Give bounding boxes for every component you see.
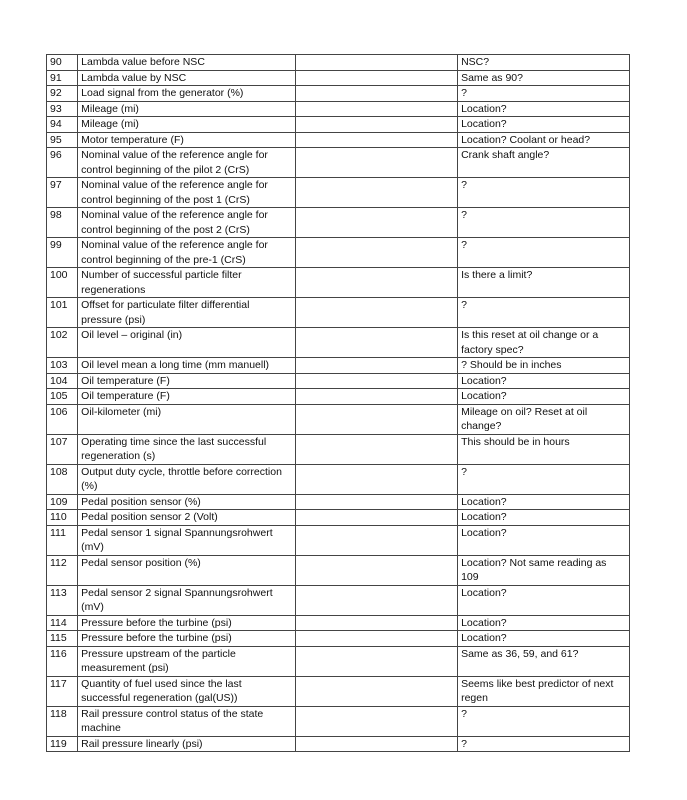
table-row [47,464,630,494]
blank-cell [296,101,458,117]
parameter-description: Pedal position sensor 2 (Volt) [78,510,296,526]
row-number: 93 [47,101,78,117]
row-number: 115 [47,631,78,647]
row-number: 96 [47,148,78,178]
parameter-description: Mileage (mi) [78,101,296,117]
blank-cell [296,238,458,268]
row-number: 91 [47,70,78,86]
blank-cell [296,555,458,585]
parameter-description: Load signal from the generator (%) [78,86,296,102]
blank-cell [296,55,458,71]
note-cell: Location? Not same reading as 109 [458,555,630,585]
parameter-description: Nominal value of the reference angle for control beginning of the pilot 2 (CrS) [78,148,296,178]
row-number: 99 [47,238,78,268]
table-row [47,238,630,268]
row-number: 106 [47,404,78,434]
parameter-table [46,54,630,752]
blank-cell [296,736,458,752]
note-cell: Is this reset at oil change or a factory spec? [458,328,630,358]
row-number: 117 [47,676,78,706]
table-row [47,555,630,585]
row-number: 104 [47,373,78,389]
parameter-description: Pedal sensor 1 signal Spannungsrohwert (mV) [78,525,296,555]
table-row [47,328,630,358]
table-row [47,178,630,208]
blank-cell [296,358,458,374]
note-cell: Location? [458,117,630,133]
parameter-description: Oil temperature (F) [78,389,296,405]
note-cell: Location? [458,373,630,389]
note-cell: Location? [458,615,630,631]
row-number: 112 [47,555,78,585]
row-number: 109 [47,494,78,510]
parameter-description: Oil level mean a long time (mm manuell) [78,358,296,374]
blank-cell [296,298,458,328]
row-number: 111 [47,525,78,555]
table-row [47,117,630,133]
blank-cell [296,328,458,358]
blank-cell [296,494,458,510]
note-cell: ? [458,238,630,268]
note-cell: Crank shaft angle? [458,148,630,178]
note-cell: NSC? [458,55,630,71]
note-cell: ? [458,736,630,752]
row-number: 94 [47,117,78,133]
parameter-description: Nominal value of the reference angle for control beginning of the post 1 (CrS) [78,178,296,208]
row-number: 102 [47,328,78,358]
blank-cell [296,132,458,148]
note-cell: ? [458,208,630,238]
parameter-description: Oil level – original (in) [78,328,296,358]
blank-cell [296,178,458,208]
row-number: 110 [47,510,78,526]
row-number: 114 [47,615,78,631]
note-cell: Is there a limit? [458,268,630,298]
parameter-description: Pedal position sensor (%) [78,494,296,510]
table-row [47,736,630,752]
table-row [47,132,630,148]
row-number: 92 [47,86,78,102]
blank-cell [296,631,458,647]
note-cell: Location? [458,510,630,526]
blank-cell [296,464,458,494]
parameter-description: Offset for particulate filter differential pressure (psi) [78,298,296,328]
table-row [47,358,630,374]
table-row [47,510,630,526]
note-cell: Location? [458,585,630,615]
blank-cell [296,646,458,676]
blank-cell [296,525,458,555]
parameter-description: Rail pressure linearly (psi) [78,736,296,752]
table-row [47,268,630,298]
table-row [47,585,630,615]
blank-cell [296,86,458,102]
blank-cell [296,510,458,526]
blank-cell [296,585,458,615]
note-cell: Location? Coolant or head? [458,132,630,148]
note-cell: Same as 36, 59, and 61? [458,646,630,676]
note-cell: Location? [458,525,630,555]
row-number: 103 [47,358,78,374]
parameter-description: Nominal value of the reference angle for control beginning of the post 2 (CrS) [78,208,296,238]
table-row [47,389,630,405]
blank-cell [296,615,458,631]
row-number: 101 [47,298,78,328]
parameter-description: Oil temperature (F) [78,373,296,389]
note-cell: ? [458,464,630,494]
parameter-description: Quantity of fuel used since the last successful regeneration (gal(US)) [78,676,296,706]
blank-cell [296,148,458,178]
note-cell: Mileage on oil? Reset at oil change? [458,404,630,434]
blank-cell [296,268,458,298]
blank-cell [296,389,458,405]
blank-cell [296,117,458,133]
table-row [47,55,630,71]
parameter-description: Pressure before the turbine (psi) [78,631,296,647]
blank-cell [296,676,458,706]
note-cell: ? [458,298,630,328]
row-number: 118 [47,706,78,736]
note-cell: This should be in hours [458,434,630,464]
table-row [47,373,630,389]
table-row [47,208,630,238]
note-cell: Location? [458,101,630,117]
row-number: 90 [47,55,78,71]
blank-cell [296,434,458,464]
table-row [47,86,630,102]
row-number: 98 [47,208,78,238]
note-cell: Location? [458,389,630,405]
row-number: 116 [47,646,78,676]
parameter-description: Pressure before the turbine (psi) [78,615,296,631]
parameter-description: Pressure upstream of the particle measurement (psi) [78,646,296,676]
note-cell: ? Should be in inches [458,358,630,374]
table-row [47,615,630,631]
table-row [47,148,630,178]
row-number: 97 [47,178,78,208]
note-cell: Location? [458,494,630,510]
table-row [47,525,630,555]
table-row [47,494,630,510]
note-cell: Location? [458,631,630,647]
note-cell: Same as 90? [458,70,630,86]
row-number: 108 [47,464,78,494]
table-row [47,631,630,647]
note-cell: ? [458,86,630,102]
parameter-description: Rail pressure control status of the state machine [78,706,296,736]
parameter-description: Oil-kilometer (mi) [78,404,296,434]
table-row [47,404,630,434]
table-row [47,101,630,117]
row-number: 95 [47,132,78,148]
table-row [47,676,630,706]
row-number: 107 [47,434,78,464]
row-number: 119 [47,736,78,752]
blank-cell [296,706,458,736]
row-number: 105 [47,389,78,405]
blank-cell [296,70,458,86]
parameter-description: Output duty cycle, throttle before correction (%) [78,464,296,494]
table-row [47,298,630,328]
note-cell: Seems like best predictor of next regen [458,676,630,706]
parameter-description: Mileage (mi) [78,117,296,133]
parameter-description: Motor temperature (F) [78,132,296,148]
blank-cell [296,208,458,238]
table-row [47,434,630,464]
parameter-description: Lambda value by NSC [78,70,296,86]
parameter-description: Operating time since the last successful regeneration (s) [78,434,296,464]
note-cell: ? [458,178,630,208]
parameter-description: Pedal sensor position (%) [78,555,296,585]
parameter-table-body [47,55,630,752]
blank-cell [296,404,458,434]
parameter-description: Pedal sensor 2 signal Spannungsrohwert (mV) [78,585,296,615]
row-number: 113 [47,585,78,615]
blank-cell [296,373,458,389]
table-row [47,706,630,736]
table-row [47,646,630,676]
parameter-description: Number of successful particle filter regenerations [78,268,296,298]
row-number: 100 [47,268,78,298]
parameter-description: Nominal value of the reference angle for control beginning of the pre-1 (CrS) [78,238,296,268]
note-cell: ? [458,706,630,736]
parameter-description: Lambda value before NSC [78,55,296,71]
table-row [47,70,630,86]
